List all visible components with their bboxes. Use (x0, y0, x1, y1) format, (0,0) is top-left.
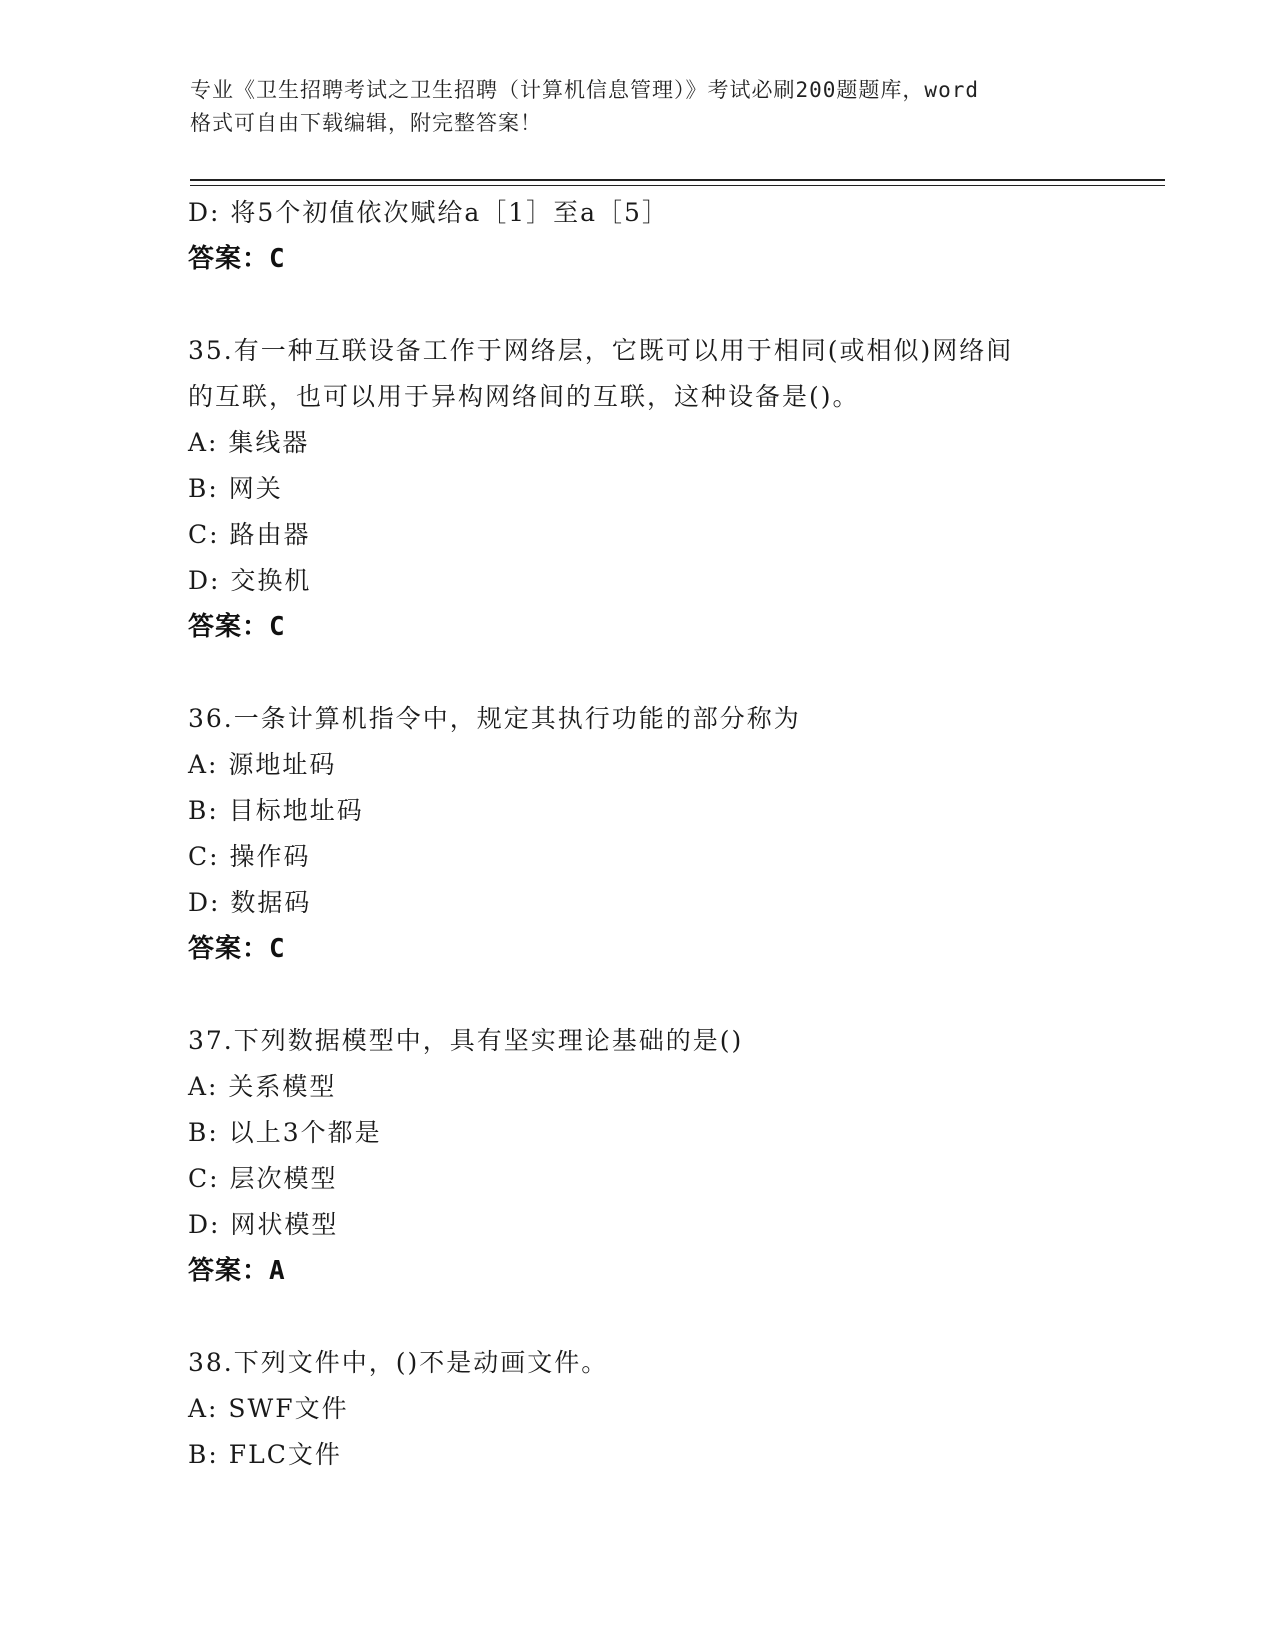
question-38-text: 38.下列文件中，()不是动画文件。 (188, 1348, 609, 1377)
question-36 (188, 696, 1148, 972)
header-divider-thick (190, 179, 1165, 181)
question-35-option-d: D: 交换机 (188, 566, 312, 595)
question-35-text-1: 35.有一种互联设备工作于网络层，它既可以用于相同(或相似)网络间 (188, 336, 1014, 365)
question-36-option-d: D: 数据码 (188, 888, 312, 917)
question-35 (188, 328, 1148, 650)
question-36-option-c: C: 操作码 (188, 842, 311, 871)
document-header (190, 74, 1090, 140)
question-35-answer: 答案：C (188, 612, 286, 642)
header-line-1: 专业《卫生招聘考试之卫生招聘（计算机信息管理）》考试必刷200题题库，word (190, 78, 979, 102)
question-list (188, 190, 1148, 1478)
question-36-text: 36.一条计算机指令中，规定其执行功能的部分称为 (188, 704, 801, 733)
question-36-option-b: B: 目标地址码 (188, 796, 364, 825)
question-37-option-b: B: 以上3个都是 (188, 1118, 382, 1147)
question-38-option-b: B: FLC文件 (188, 1440, 342, 1469)
question-35-text-2: 的互联，也可以用于异构网络间的互联，这种设备是()。 (188, 382, 860, 411)
question-37 (188, 1018, 1148, 1294)
question-36-option-a: A: 源地址码 (188, 750, 337, 779)
prev-answer: 答案：C (188, 244, 286, 274)
question-37-option-a: A: 关系模型 (188, 1072, 337, 1101)
question-37-text: 37.下列数据模型中，具有坚实理论基础的是() (188, 1026, 744, 1055)
question-37-option-c: C: 层次模型 (188, 1164, 338, 1193)
header-line-2: 格式可自由下载编辑，附完整答案！ (190, 111, 542, 135)
question-36-answer: 答案：C (188, 934, 286, 964)
question-35-option-a: A: 集线器 (188, 428, 310, 457)
question-38 (188, 1340, 1148, 1478)
question-35-option-c: C: 路由器 (188, 520, 311, 549)
prev-option-d: D: 将5个初值依次赋给a［1］至a［5］ (188, 198, 669, 227)
question-35-option-b: B: 网关 (188, 474, 283, 503)
header-divider-thin (190, 185, 1165, 186)
question-37-answer: 答案：A (188, 1256, 286, 1286)
question-38-option-a: A: SWF文件 (188, 1394, 349, 1423)
question-37-option-d: D: 网状模型 (188, 1210, 339, 1239)
